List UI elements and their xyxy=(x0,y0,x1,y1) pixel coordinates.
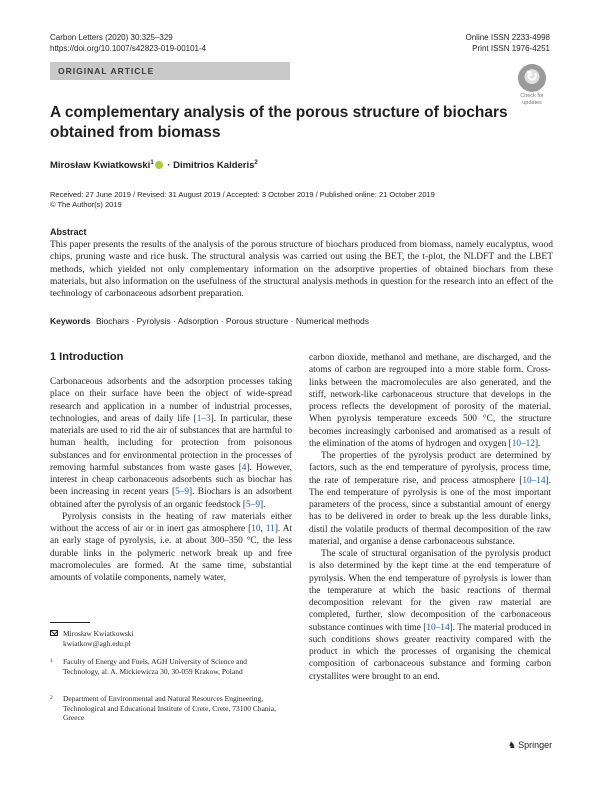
check-updates-line2: updates xyxy=(522,100,542,106)
citation-link[interactable]: 5–9 xyxy=(175,487,190,498)
publisher-name: Springer xyxy=(518,740,553,750)
paragraph: Pyrolysis consists in the heating of raw materials either without the access of air or in inert gas atmosphere [10, 11]. At an early stage of pyrolysis, i.e. at about 300–350 °C, the less durable links in the polymeric network break up and free macromolecules are formed. At the same time, substantial amounts of volatile components, namely water, xyxy=(50,511,292,583)
paragraph: The scale of structural organisation of the pyrolysis product is also determined by the kept time at the end temperature of pyrolysis. When the end temperature of pyrolysis is lower than the temperature at which the basic reactions of thermal decomposition relevant for the given raw material are completed, further, slow decomposition of the carbonaceous substance continues with time [10–14]. The material produced in such conditions shows greater reactivity compared with the product in which the processes of organising the chemical composition of carbonaceous substance and forming carbon crystallites were brought to an end. xyxy=(309,549,551,682)
citation-link[interactable]: 4 xyxy=(241,462,247,473)
check-updates-icon: ↻ xyxy=(518,64,546,92)
paragraph: carbon dioxide, methanol and methane, are discharged, and the atoms of carbon are regrouped into a more stable form. Cross-links between the macromolecules are also generated, and the stiff, network-like carbonaceous structure that develops in the process reflects the development of porosity of the material. When pyrolysis temperature exceeds 500 °C, the structure becomes increasingly carbonised and aromatised as a result of the elimination of the atoms of hydrogen and oxygen [10–12]. xyxy=(309,353,551,449)
keywords-list: Biochars · Pyrolysis · Adsorption · Porous structure · Numerical methods xyxy=(96,316,370,326)
affiliation-number: 1 xyxy=(50,658,53,664)
author-separator: · xyxy=(164,160,174,172)
right-column xyxy=(309,352,551,683)
envelope-icon xyxy=(50,630,58,636)
abstract-heading: Abstract xyxy=(50,227,87,237)
footnote-divider xyxy=(50,622,90,623)
publisher-logo xyxy=(508,740,552,751)
author-name[interactable]: Mirosław Kwiatkowski xyxy=(50,160,151,172)
affiliation-text: Department of Environmental and Natural Resources Engineering, Technological and Educational Institute of Crete, Crete, 73100 Chania, Greece xyxy=(63,694,276,722)
affiliation-2 xyxy=(50,694,280,723)
citation-link[interactable]: 10–14 xyxy=(426,622,450,633)
corresponding-author xyxy=(50,629,290,648)
affiliation-1 xyxy=(50,657,280,676)
citation-link[interactable]: 11 xyxy=(265,524,275,534)
affiliation-number: 2 xyxy=(50,695,53,701)
paragraph: The properties of the pyrolysis product are determined by factors, such as the end temperature of pyrolysis, process time, the rate of temperature rise, and process atmosphere [10–14]. The end temperature of pyrolysis is one of the most important parameters of the process, since a substantial amount of energy has to be delivered in order to break up the less durable links, distil the volatile products of thermal decomposition of the raw material, and organise a dense carbonaceous substance. xyxy=(309,451,551,547)
citation-link[interactable]: 10–14 xyxy=(522,475,546,486)
corresponding-email[interactable]: kwiatkow@agh.edu.pl xyxy=(63,638,131,648)
copyright-line: © The Author(s) 2019 xyxy=(50,200,122,209)
article-title: A complementary analysis of the porous structure of biochars obtained from biomass xyxy=(50,104,508,141)
check-updates-line1: Check for xyxy=(520,93,544,99)
affiliation-marker: 1 xyxy=(150,160,154,166)
author-list xyxy=(50,157,258,172)
online-issn: Online ISSN 2233-4998 xyxy=(465,33,550,42)
affiliation-marker: 2 xyxy=(254,160,258,166)
keywords-label: Keywords xyxy=(50,316,91,326)
check-for-updates-button[interactable] xyxy=(514,64,550,106)
article-type-banner xyxy=(50,62,290,80)
citation-link[interactable]: 10–12 xyxy=(511,438,535,449)
print-issn: Print ISSN 1976-4251 xyxy=(472,44,550,53)
doi-link[interactable]: https://doi.org/10.1007/s42823-019-00101-4 xyxy=(50,44,207,53)
article-type-label: ORIGINAL ARTICLE xyxy=(58,66,155,76)
corresponding-name: Mirosław Kwiatkowski xyxy=(63,629,134,638)
journal-header xyxy=(50,32,206,54)
keywords xyxy=(50,315,550,327)
citation-link[interactable]: 5–9 xyxy=(246,499,260,510)
issn-block xyxy=(400,32,550,54)
left-column xyxy=(50,376,292,584)
springer-horse-icon: ♞ xyxy=(508,740,517,750)
author-name[interactable]: Dimitrios Kalderis xyxy=(173,160,255,172)
paragraph: Carbonaceous adsorbents and the adsorption processes taking place on their surface have been the object of wide-spread research and application in a number of industrial processes, technologies, and areas of daily life [1–3]. In particular, these materials are used to rid the air of substances that are harmful to human health, including for protection from poisonous substances and for environmental protection in the processes of removing harmful substances from waste gases [4]. However, interest in cheap carbonaceous adsorbents such as biochar has been increasing in recent years [5–9]. Biochars is an adsorbent obtained after the pyrolysis of an organic feedstock [5–9]. xyxy=(50,377,292,510)
abstract-text: This paper presents the results of the analysis of the porous structure of biochars produced from biomass, namely eucalyptus, wood chips, pruning waste and rice husk. The structural analysis was carried out using the BET, the t-plot, the NLDFT and the LBET methods, which yielded not only complementary information on the adsorptive properties of obtained biochars from these materials, but also information on the usefulness of the structural analysis methods in question for the research into an effect of the technology of carbonaceous adsorbent preparation. xyxy=(50,240,553,300)
journal-citation: Carbon Letters (2020) 30:325–329 xyxy=(50,33,173,42)
history-dates: Received: 27 June 2019 / Revised: 31 August 2019 / Accepted: 3 October 2019 / Published online: 21 October 2019 xyxy=(50,190,435,199)
publication-history xyxy=(50,190,550,210)
citation-link[interactable]: 1–3 xyxy=(196,413,211,424)
orcid-icon[interactable] xyxy=(155,161,163,169)
affiliation-text: Faculty of Energy and Fuels, AGH University of Science and Technology, al. A. Mickiewicza 30, 30-059 Krakow, Poland xyxy=(63,657,247,676)
section-heading: 1 Introduction xyxy=(50,351,124,363)
citation-link[interactable]: 10 xyxy=(251,524,261,534)
